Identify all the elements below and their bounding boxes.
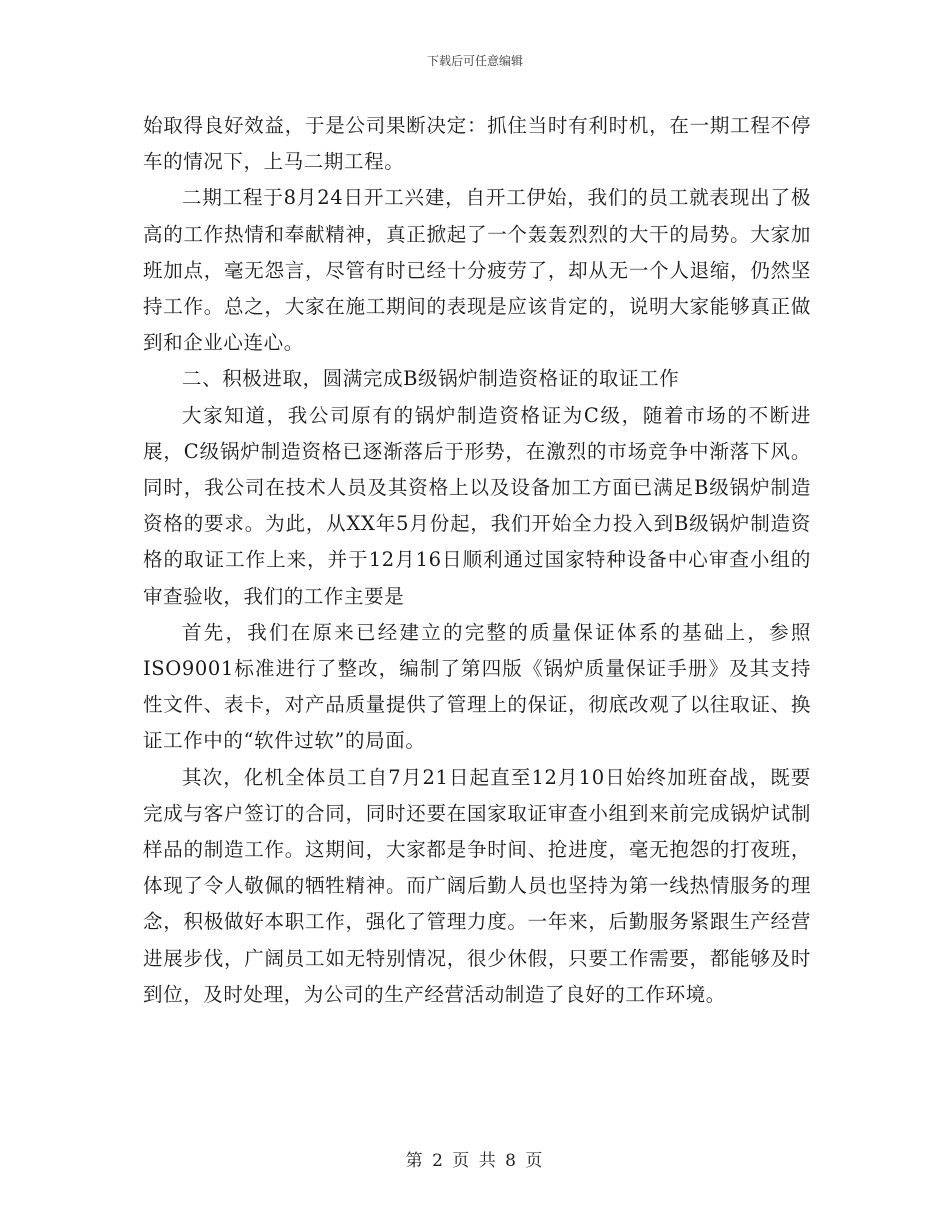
paragraph: 首先，我们在原来已经建立的完整的质量保证体系的基础上，参照ISO9001标准进行了整改，编制了第四版《锅炉质量保证手册》及其支持性文件、表卡，对产品质量提供了管理上的保证，彻底改观了以往取证、换证工作中的“软件过软”的局面。	[143, 620, 811, 753]
paragraph: 二期工程于8月24日开工兴建，自开工伊始，我们的员工就表现出了极高的工作热情和奉献精神，真正掀起了一个轰轰烈烈的大干的局势。大家加班加点，毫无怨言，尽管有时已经十分疲劳了，却从无一个人退缩，仍然坚持工作。总之，大家在施工期间的表现是应该肯定的，说明大家能够真正做到和企业心连心。	[143, 186, 811, 355]
paragraph: 其次，化机全体员工自7月21日起直至12月10日始终加班奋战，既要完成与客户签订的合同，同时还要在国家取证审查小组到来前完成锅炉试制样品的制造工作。这期间，大家都是争时间、抢进度，毫无抱怨的打夜班，体现了令人敬佩的牺牲精神。而广阔后勤人员也坚持为第一线热情服务的理念，积极做好本职工作，强化了管理力度。一年来，后勤服务紧跟生产经营进展步伐，广阔员工如无特别情况，很少休假，只要工作需要，都能够及时到位，及时处理，为公司的生产经营活动制造了良好的工作环境。	[143, 765, 811, 1006]
page-header: 下载后可任意编辑	[426, 54, 523, 68]
body-text	[143, 108, 811, 1013]
paragraph: 始取得良好效益，于是公司果断决定：抓住当时有利时机，在一期工程不停车的情况下，上马二期工程。	[143, 114, 811, 174]
section-heading: 二、积极进取，圆满完成B级锅炉制造资格证的取证工作	[182, 367, 680, 391]
page-footer: 第 2 页 共 8 页	[405, 1151, 545, 1171]
paragraph: 大家知道，我公司原有的锅炉制造资格证为C级，随着市场的不断进展，C级锅炉制造资格已逐渐落后于形势，在激烈的市场竞争中渐落下风。同时，我公司在技术人员及其资格上以及设备加工方面已满足B级锅炉制造资格的要求。为此，从XX年5月份起，我们开始全力投入到B级锅炉制造资格的取证工作上来，并于12月16日顺利通过国家特种设备中心审查小组的审查验收，我们的工作主要是	[143, 403, 811, 608]
